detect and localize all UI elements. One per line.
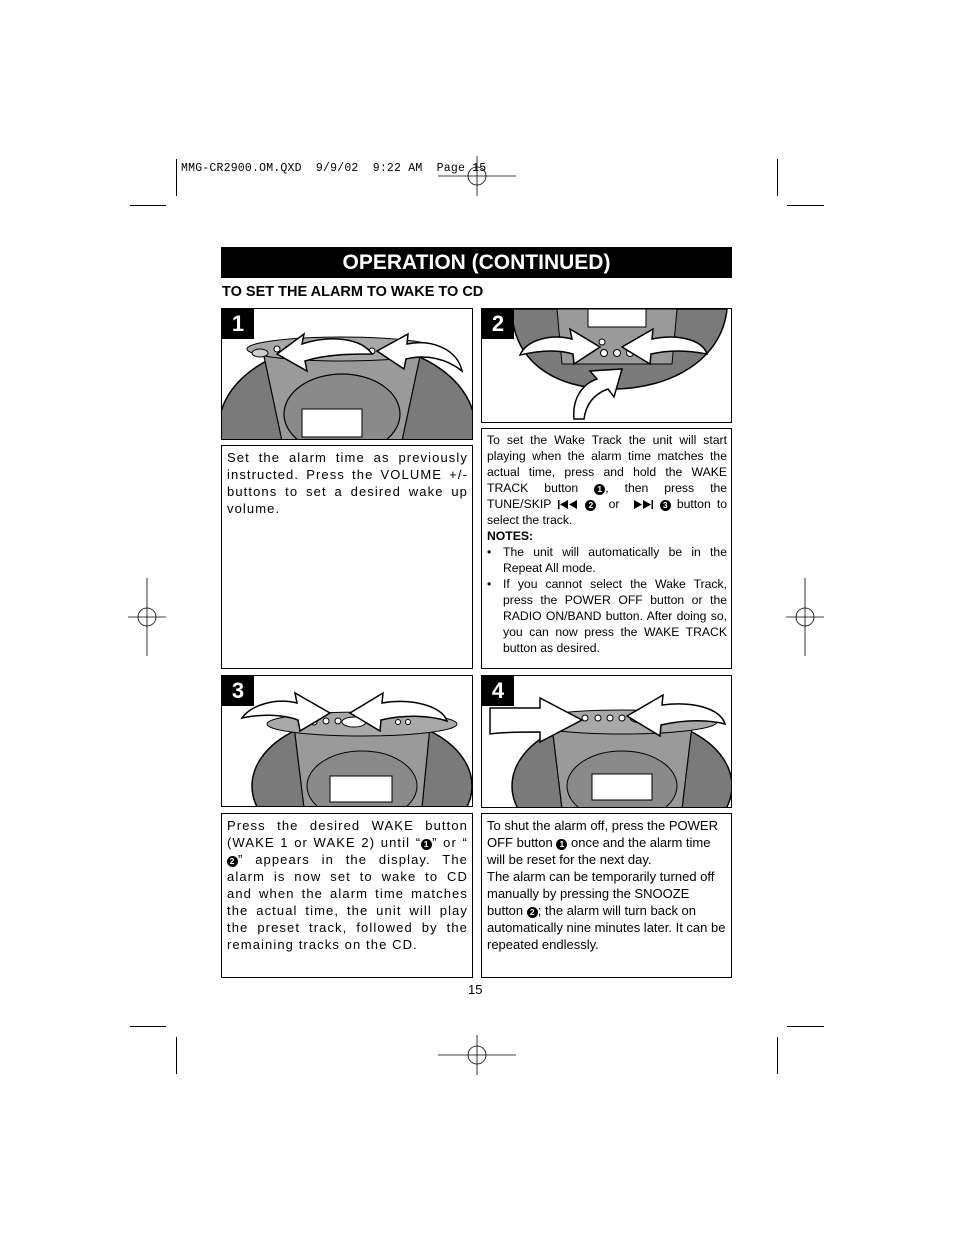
page-number: 15 [468, 982, 483, 997]
marker-one-icon: 1 [556, 839, 567, 850]
step-1-instruction: Set the alarm time as previously instructed. Press the VOLUME +/- buttons to set a desired wake up volume. [227, 450, 468, 516]
crop-mark [176, 159, 177, 196]
crop-mark [787, 205, 824, 206]
step-number: 1 [222, 309, 254, 339]
step-4-instruction-d: ; the alarm will turn back on automatically nine minutes later. It can be repeated endlessly. [487, 903, 726, 952]
step-3-illustration [221, 675, 473, 807]
step-number: 3 [222, 676, 254, 706]
crop-mark [777, 159, 778, 196]
notes-label: NOTES: [487, 529, 534, 543]
marker-two-icon: 2 [585, 500, 596, 511]
step-4-instruction-b: once and the alarm time will be reset for the next day. [487, 835, 711, 867]
marker-three-icon: 3 [660, 500, 671, 511]
marker-two-icon: 2 [527, 907, 538, 918]
step-4-illustration [481, 675, 732, 808]
marker-one-icon: 1 [421, 839, 432, 850]
registration-mark-icon [786, 578, 824, 656]
step-1-illustration [221, 308, 473, 440]
page-title: OPERATION (CONTINUED) [221, 247, 732, 278]
crop-mark [130, 205, 166, 206]
section-heading: TO SET THE ALARM TO WAKE TO CD [222, 284, 484, 300]
step-4-instruction-a: To shut the alarm off, press the POWER OFF button [487, 818, 718, 850]
step-2-or: or [608, 497, 620, 511]
crop-mark [777, 1037, 778, 1074]
crop-mark [130, 1026, 166, 1027]
step-3-text [221, 813, 473, 978]
step-2-text [481, 428, 732, 669]
step-3-instruction-b: ” or “ [432, 835, 468, 850]
step-4-text [481, 813, 732, 978]
step-1-text [221, 445, 473, 669]
marker-one-icon: 1 [594, 484, 605, 495]
crop-mark [176, 1037, 177, 1074]
step-number: 2 [482, 309, 514, 339]
note-item: • The unit will automatically be in the Repeat All mode. [487, 545, 727, 575]
skip-back-icon [557, 499, 579, 510]
skip-forward-icon [632, 499, 654, 510]
registration-mark-icon [128, 578, 166, 656]
marker-two-icon: 2 [227, 856, 238, 867]
step-3-instruction-a: Press the desired WAKE button (WAKE 1 or WAKE 2) until “ [227, 818, 468, 850]
crop-mark [787, 1026, 824, 1027]
step-4-instruction-c: The alarm can be temporarily turned off manually by pressing the SNOOZE button [487, 869, 715, 918]
print-slug: MMG-CR2900.OM.QXD 9/9/02 9:22 AM Page 15 [181, 162, 487, 175]
step-2-illustration [481, 308, 732, 423]
step-2-instruction-a: To set the Wake Track the unit will start playing when the alarm time matches the actual time, press and hold the WAKE TRACK button [487, 433, 727, 495]
note-item: • If you cannot select the Wake Track, press the POWER OFF button or the RADIO ON/BAND button. After doing so, you can now press the WAKE TRACK button as desired. [487, 577, 727, 655]
registration-mark-icon [438, 1035, 516, 1075]
step-number: 4 [482, 676, 514, 706]
step-2-instruction-c: button to select the track. [487, 497, 727, 527]
step-2-instruction-b: , then press the TUNE/SKIP [487, 481, 728, 511]
step-3-instruction-c: ” appears in the display. The alarm is now set to wake to CD and when the alarm time matches the actual time, the unit will play the preset track, followed by the remaining tracks on the CD. [227, 852, 468, 952]
